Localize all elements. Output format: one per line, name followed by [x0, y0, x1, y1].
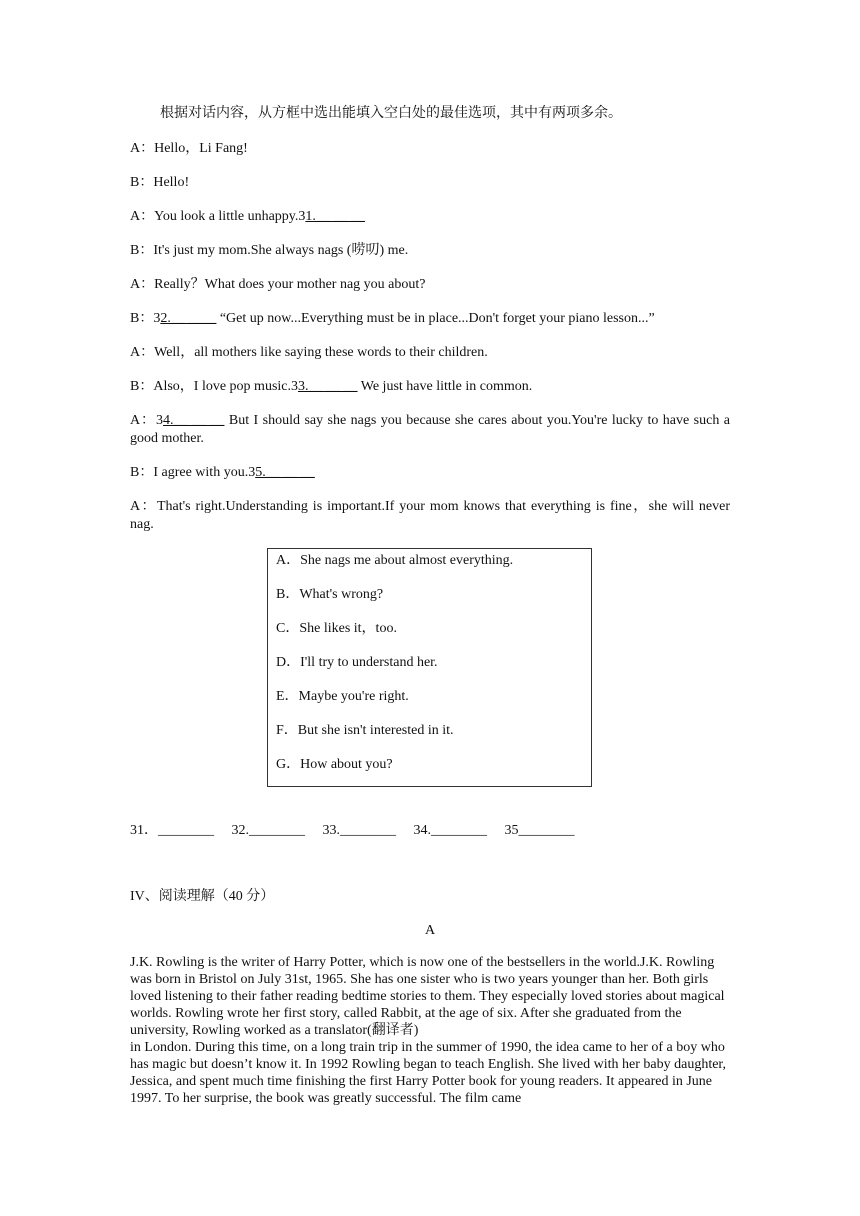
- blank-34[interactable]: 4.__ __ __: [163, 413, 225, 428]
- section-title: IV、阅读理解（40 分）: [130, 889, 275, 904]
- dialogue-line-6: B：32.__ ____ “Get up now...Everything must be in place...Don't forget your piano lesson...”: [130, 311, 655, 326]
- blank-33[interactable]: 3.__ __ __: [298, 379, 358, 394]
- answer-33[interactable]: 33.________: [322, 823, 396, 838]
- answer-35[interactable]: 35________: [504, 823, 575, 838]
- option-e: E．Maybe you're right.: [276, 689, 409, 704]
- answer-32[interactable]: 32.________: [231, 823, 305, 838]
- dialogue-line-4: B：It's just my mom.She always nags (唠叨) me.: [130, 243, 409, 258]
- dialogue-line-1: A：Hello，Li Fang!: [130, 141, 248, 156]
- options-box: [267, 548, 592, 787]
- answer-31[interactable]: 31．________: [130, 823, 214, 838]
- dialogue-line-10: B：I agree with you.35.__ __ __: [130, 465, 315, 480]
- dialogue-line-3: A：You look a little unhappy.31.__ __ __: [130, 209, 365, 224]
- option-b: B．What's wrong?: [276, 587, 384, 602]
- blank-35[interactable]: 5.__ __ __: [255, 465, 315, 480]
- dialogue-line-8: B：Also，I love pop music.33.__ __ __ We just have little in common.: [130, 379, 533, 394]
- passage-paragraph-1: J.K. Rowling is the writer of Harry Potter, which is now one of the bestsellers in the world.J.K. Rowling was born in Bristol on July 31st, 1965. She has one sister who is two years younger than her. Both girls loved listening to their father reading bedtime stories to them. They especially loved stories about magical worlds. Rowling wrote her first story, called Rabbit, at the age of six. After she graduated from the university, Rowling worked as a translator(翻译者): [130, 955, 725, 1038]
- blank-31[interactable]: 1.__ __ __: [305, 209, 365, 224]
- option-c: C．She likes it，too.: [276, 621, 397, 636]
- passage-paragraph-2: in London. During this time, on a long train trip in the summer of 1990, the idea came to her of a boy who has magic but doesn’t know it. In 1992 Rowling began to teach English. She lived with her baby daughter, Jessica, and spent much time finishing the first Harry Potter book for young readers. It appeared in June 1997. To her surprise, the book was greatly successful. The film came: [130, 1040, 727, 1106]
- answer-line: [130, 822, 575, 840]
- instruction-text: 根据对话内容，从方框中选出能填入空白处的最佳选项，其中有两项多余。: [160, 106, 622, 121]
- blank-32[interactable]: 2.__ ____: [160, 311, 217, 326]
- dialogue-line-11: A：That's right.Understanding is important.If your mom knows that everything is fine，she will never nag.: [130, 499, 730, 532]
- dialogue-line-2: B：Hello!: [130, 175, 190, 190]
- option-f: F．But she isn't interested in it.: [276, 723, 454, 738]
- option-g: G．How about you?: [276, 757, 393, 772]
- reading-passage: [130, 954, 730, 1107]
- dialogue-line-9: A：34.__ __ __ But I should say she nags you because she cares about you.You're lucky to have such a good mother.: [130, 413, 730, 446]
- option-d: D．I'll try to understand her.: [276, 655, 438, 670]
- dialogue-line-5: A：Really？What does your mother nag you about?: [130, 277, 426, 292]
- option-a: A．She nags me about almost everything.: [276, 553, 514, 568]
- dialogue-line-7: A：Well，all mothers like saying these words to their children.: [130, 345, 488, 360]
- answer-34[interactable]: 34.________: [413, 823, 487, 838]
- passage-label: A: [424, 923, 436, 938]
